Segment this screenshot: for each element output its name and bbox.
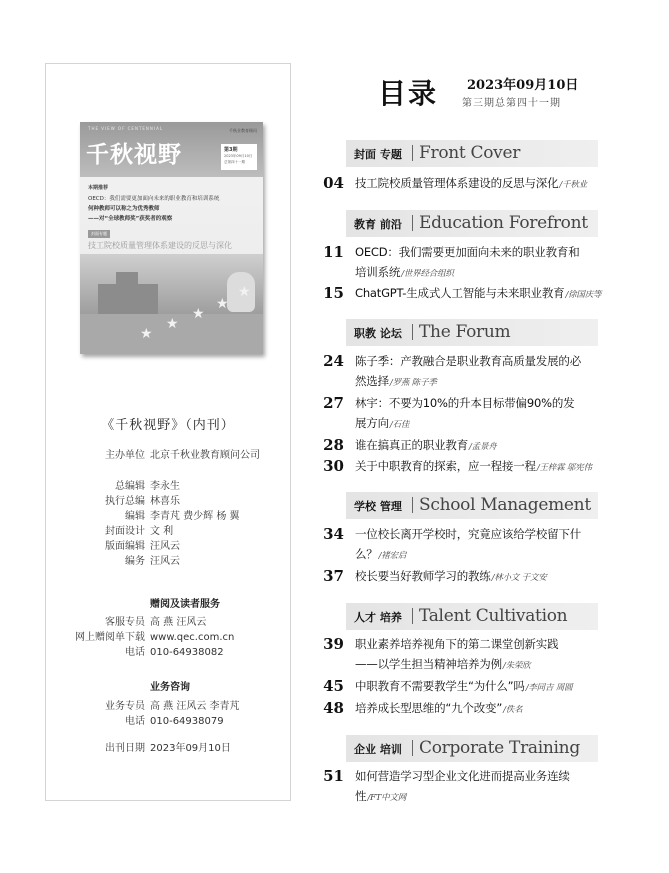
section-header (346, 492, 598, 519)
star-icon: ★ (166, 316, 179, 332)
info-value: 文 利 (150, 526, 174, 537)
section-divider (412, 608, 413, 624)
entry-author: /世界经合组织 (401, 269, 454, 279)
entry-author: /徐国庆等 (565, 290, 602, 300)
toc-issue: 第三期总第四十一期 (462, 98, 561, 109)
info-value: 高 燕 汪风云 (150, 617, 207, 628)
business-heading: 业务咨询 (150, 682, 190, 693)
info-value: 李永生 (150, 481, 180, 492)
page-number: 30 (323, 457, 344, 475)
building-shape (116, 272, 138, 286)
entry-title: 培养成长型思维的“九个改变” (355, 701, 503, 715)
entry-title: 职业素养培养视角下的第二课堂创新实践 (355, 637, 559, 651)
info-label: 主办单位 (105, 450, 145, 461)
cover-headline-1: OECD：我们需要更加面向未来的职业教育和培训系统 (88, 196, 220, 202)
section-title-cn: 人才 培养 (354, 611, 402, 624)
star-icon: ★ (216, 296, 229, 312)
star-icon: ★ (192, 306, 205, 322)
cover-issue-number: 第3期 (224, 147, 238, 153)
info-label: 总编辑 (115, 481, 145, 492)
cover-rec-label: 本期推荐 (88, 185, 109, 191)
entry-title: 陈子季：产教融合是职业教育高质量发展的必 (355, 354, 581, 368)
section-header (346, 210, 598, 237)
cover-photo (80, 254, 263, 354)
info-value: 李青芃 费少辉 杨 翼 (150, 511, 240, 522)
entry-title: 如何营造学习型企业文化进而提高业务连续 (355, 769, 570, 783)
page-number: 45 (323, 677, 344, 695)
page-number: 24 (323, 352, 344, 370)
section-title-en: Front Cover (419, 143, 521, 163)
entry-title: 中职教育不需要教学生“为什么”吗 (355, 679, 525, 693)
toc-title: 目录 (378, 77, 439, 110)
entry-author: /石佳 (389, 420, 410, 430)
entry-title: ChatGPT-生成式人工智能与未来职业教育 (355, 286, 565, 300)
info-label: 网上赠阅单下载 (75, 632, 145, 643)
info-value: 汪风云 (150, 556, 180, 567)
section-header (346, 140, 598, 167)
entry-title: 谁在搞真正的职业教育 (355, 438, 468, 452)
info-label: 执行总编 (105, 496, 145, 507)
star-icon: ★ (140, 326, 153, 342)
entry-title-cont: 么？ (355, 547, 378, 561)
masthead-panel (45, 63, 291, 801)
building-shape (98, 284, 158, 314)
info-value: 2023年09月10日 (150, 743, 231, 754)
section-title-en: The Forum (419, 322, 511, 342)
page-number: 28 (323, 436, 344, 454)
star-icon: ★ (238, 284, 251, 300)
entry-title: 技工院校质量管理体系建设的反思与深化 (355, 176, 559, 190)
entry-author: /FT中文网 (367, 793, 407, 803)
info-value: 林喜乐 (150, 496, 180, 507)
entry-title: OECD：我们需要更加面向未来的职业教育和 (355, 245, 580, 259)
entry-author: /罗燕 陈子季 (389, 378, 437, 388)
page-number: 37 (323, 567, 344, 585)
entry-author: /李同吉 周圆 (525, 683, 573, 693)
entry-author: /佚名 (503, 705, 523, 715)
info-label: 版面编辑 (105, 541, 145, 552)
entry-author: /朱荣欣 (502, 661, 531, 671)
section-divider (412, 215, 413, 231)
entry-title-cont: 展方向 (355, 416, 389, 430)
page-number: 04 (323, 174, 344, 192)
cover-issue-total: 总第四十一期 (224, 160, 245, 164)
page-number: 39 (323, 635, 344, 653)
info-label: 电话 (125, 716, 145, 727)
section-divider (412, 740, 413, 756)
cover-headline-3: ——对“全球教师奖”获奖者的观察 (88, 216, 173, 222)
info-value: 汪风云 (150, 541, 180, 552)
section-title-cn: 学校 管理 (354, 500, 402, 513)
cover-headline-2: 何种教师可以称之为优秀教师 (88, 206, 160, 212)
info-value: 010-64938079 (150, 716, 224, 727)
cover-feature-tag: 封面专题 (88, 230, 110, 238)
cover-issue-box (221, 144, 257, 170)
section-title-cn: 教育 前沿 (354, 218, 402, 231)
cover-issue-date: 2023年09月10日 (224, 154, 253, 158)
entry-title: 校长要当好教师学习的教练 (355, 569, 491, 583)
info-label: 编辑 (125, 511, 145, 522)
entry-title: 关于中职教育的探索，应一程接一程 (355, 459, 536, 473)
magazine-title: 《千秋视野》（内刊） (101, 418, 235, 433)
info-label: 封面设计 (105, 526, 145, 537)
section-title-en: School Management (419, 495, 591, 515)
entry-author: /千秋业 (559, 180, 587, 190)
entry-author: /林小文 于文安 (491, 573, 547, 583)
info-label: 出刊日期 (105, 743, 145, 754)
section-divider (412, 497, 413, 513)
info-label: 客服专员 (105, 617, 145, 628)
entry-author: /褚宏启 (378, 551, 407, 561)
section-title-en: Corporate Training (419, 738, 580, 758)
toc-date: 2023年09月10日 (467, 78, 579, 93)
entry-title-cont: 培训系统 (355, 265, 401, 279)
page-number: 27 (323, 394, 344, 412)
info-value: 北京千秋业教育顾问公司 (150, 450, 260, 461)
cover-publisher: 千秋业教育顾问 (229, 128, 257, 133)
section-divider (412, 324, 413, 340)
section-title-cn: 封面 专题 (354, 148, 402, 161)
info-label: 电话 (125, 647, 145, 658)
page-number: 11 (323, 243, 344, 261)
entry-title-cont: 然选择 (355, 374, 389, 388)
section-header (346, 603, 598, 630)
section-title-cn: 企业 培训 (354, 743, 402, 756)
entry-title-cont: ——以学生担当精神培养为例 (355, 657, 502, 671)
entry-title: 林宇：不要为10%的升本目标带偏90%的发 (355, 396, 575, 410)
page-number: 15 (323, 284, 344, 302)
page-number: 34 (323, 525, 344, 543)
info-value: 高 燕 汪风云 李青芃 (150, 701, 240, 712)
info-value: 010-64938082 (150, 647, 224, 658)
entry-author: /王梓霖 邬宪伟 (536, 463, 592, 473)
entry-title: 一位校长离开学校时，究竟应该给学校留下什 (355, 527, 581, 541)
cover-feature-title: 技工院校质量管理体系建设的反思与深化 (88, 241, 232, 250)
info-label: 编务 (125, 556, 145, 567)
page-number: 51 (323, 767, 344, 785)
service-heading: 赠阅及读者服务 (150, 599, 220, 610)
entry-title-cont: 性 (355, 789, 367, 803)
info-label: 业务专员 (105, 701, 145, 712)
section-title-cn: 职教 论坛 (354, 327, 402, 340)
section-divider (412, 145, 413, 161)
section-header (346, 735, 598, 762)
section-title-en: Talent Cultivation (419, 606, 568, 626)
section-header (346, 319, 598, 346)
cover-tagline: THE VIEW OF CENTENNIAL (88, 126, 164, 131)
website-link[interactable]: www.qec.com.cn (150, 632, 235, 643)
cover-logo: 千秋视野 (86, 141, 182, 168)
cover-image[interactable] (80, 122, 263, 354)
page-number: 48 (323, 699, 344, 717)
section-title-en: Education Forefront (419, 213, 588, 233)
entry-author: /孟景舟 (469, 442, 497, 452)
